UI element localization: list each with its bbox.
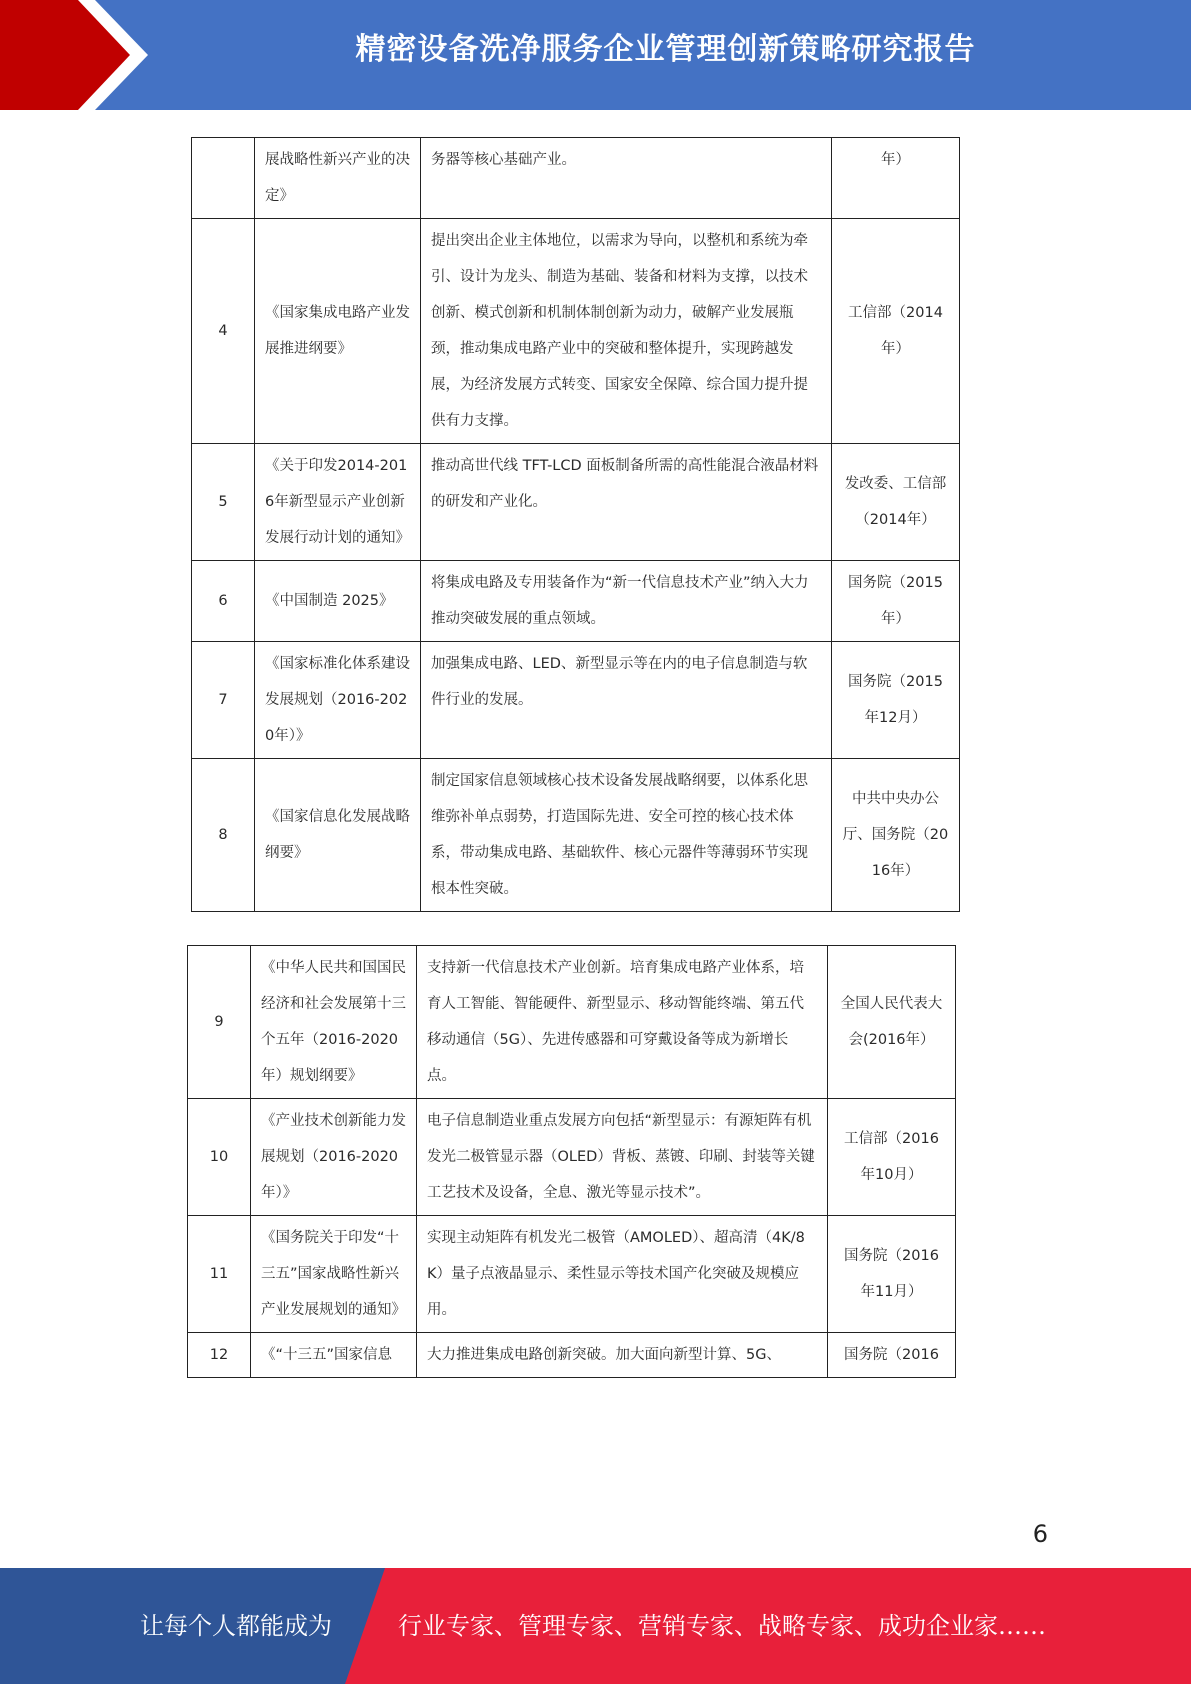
page-number: 6	[1032, 1520, 1048, 1548]
policy-content: 加强集成电路、LED、新型显示等在内的电子信息制造与软件行业的发展。	[421, 642, 832, 759]
policy-name: 《关于印发2014-2016年新型显示产业创新发展行动计划的通知》	[255, 444, 421, 561]
row-number: 11	[188, 1216, 251, 1333]
footer-slogan-left: 让每个人都能成为	[140, 1612, 332, 1640]
row-number: 4	[192, 219, 255, 444]
policy-content: 支持新一代信息技术产业创新。培育集成电路产业体系，培育人工智能、智能硬件、新型显示、移动智能终端、第五代移动通信（5G）、先进传感器和可穿戴设备等成为新增长点。	[417, 946, 828, 1099]
row-number: 8	[192, 759, 255, 912]
policy-name: 《国家集成电路产业发展推进纲要》	[255, 219, 421, 444]
row-number: 7	[192, 642, 255, 759]
row-number: 6	[192, 561, 255, 642]
policy-content: 将集成电路及专用装备作为“新一代信息技术产业”纳入大力推动突破发展的重点领域。	[421, 561, 832, 642]
policy-content: 提出突出企业主体地位，以需求为导向，以整机和系统为牵引、设计为龙头、制造为基础、装备和材料为支撑，以技术创新、模式创新和机制体制创新为动力，破解产业发展瓶颈，推动集成电路产业中的突破和整体提升，实现跨越发展，为经济发展方式转变、国家安全保障、综合国力提升提供有力支撑。	[421, 219, 832, 444]
policy-table-part-1	[191, 137, 960, 912]
issuing-body: 工信部（2014年）	[832, 219, 960, 444]
report-title: 精密设备洗净服务企业管理创新策略研究报告	[355, 32, 976, 67]
table-row	[192, 138, 960, 219]
issuing-body: 发改委、工信部（2014年）	[832, 444, 960, 561]
row-number: 5	[192, 444, 255, 561]
table-row	[188, 1216, 956, 1333]
table-row	[192, 444, 960, 561]
policy-name: 《“十三五”国家信息	[251, 1333, 417, 1378]
policy-name: 《国家信息化发展战略纲要》	[255, 759, 421, 912]
table-row	[188, 1333, 956, 1378]
policy-name: 《中华人民共和国国民经济和社会发展第十三个五年（2016-2020年）规划纲要》	[251, 946, 417, 1099]
policy-content: 实现主动矩阵有机发光二极管（AMOLED）、超高清（4K/8K）量子点液晶显示、柔性显示等技术国产化突破及规模应用。	[417, 1216, 828, 1333]
issuing-body: 工信部（2016年10月）	[828, 1099, 956, 1216]
policy-name: 《国家标准化体系建设发展规划（2016-2020年）》	[255, 642, 421, 759]
table-row	[188, 1099, 956, 1216]
issuing-body: 国务院（2015年）	[832, 561, 960, 642]
policy-name: 展战略性新兴产业的决定》	[255, 138, 421, 219]
issuing-body: 国务院（2015年12月）	[832, 642, 960, 759]
issuing-body: 中共中央办公厅、国务院（2016年）	[832, 759, 960, 912]
policy-content: 推动高世代线 TFT-LCD 面板制备所需的高性能混合液晶材料的研发和产业化。	[421, 444, 832, 561]
report-header	[0, 0, 1191, 110]
table-row	[192, 642, 960, 759]
row-number: 10	[188, 1099, 251, 1216]
footer-slogan-right: 行业专家、管理专家、营销专家、战略专家、成功企业家……	[398, 1612, 1046, 1640]
issuing-body: 国务院（2016年11月）	[828, 1216, 956, 1333]
header-arrow-decoration	[0, 0, 160, 110]
policy-content: 电子信息制造业重点发展方向包括“新型显示：有源矩阵有机发光二极管显示器（OLED）背板、蒸镀、印刷、封装等关键工艺技术及设备，全息、激光等显示技术”。	[417, 1099, 828, 1216]
table-row	[192, 759, 960, 912]
row-number	[192, 138, 255, 219]
policy-table-part-2	[187, 945, 956, 1378]
issuing-body: 国务院（2016	[828, 1333, 956, 1378]
row-number: 12	[188, 1333, 251, 1378]
policy-content: 制定国家信息领域核心技术设备发展战略纲要，以体系化思维弥补单点弱势，打造国际先进、安全可控的核心技术体系，带动集成电路、基础软件、核心元器件等薄弱环节实现根本性突破。	[421, 759, 832, 912]
issuing-body: 年）	[832, 138, 960, 219]
report-footer	[0, 1568, 1191, 1684]
issuing-body: 全国人民代表大会(2016年）	[828, 946, 956, 1099]
table-row	[192, 219, 960, 444]
policy-content: 大力推进集成电路创新突破。加大面向新型计算、5G、	[417, 1333, 828, 1378]
policy-name: 《国务院关于印发“十三五”国家战略性新兴产业发展规划的通知》	[251, 1216, 417, 1333]
table-row	[188, 946, 956, 1099]
policy-content: 务器等核心基础产业。	[421, 138, 832, 219]
policy-name: 《产业技术创新能力发展规划（2016-2020年）》	[251, 1099, 417, 1216]
row-number: 9	[188, 946, 251, 1099]
policy-name: 《中国制造 2025》	[255, 561, 421, 642]
table-row	[192, 561, 960, 642]
